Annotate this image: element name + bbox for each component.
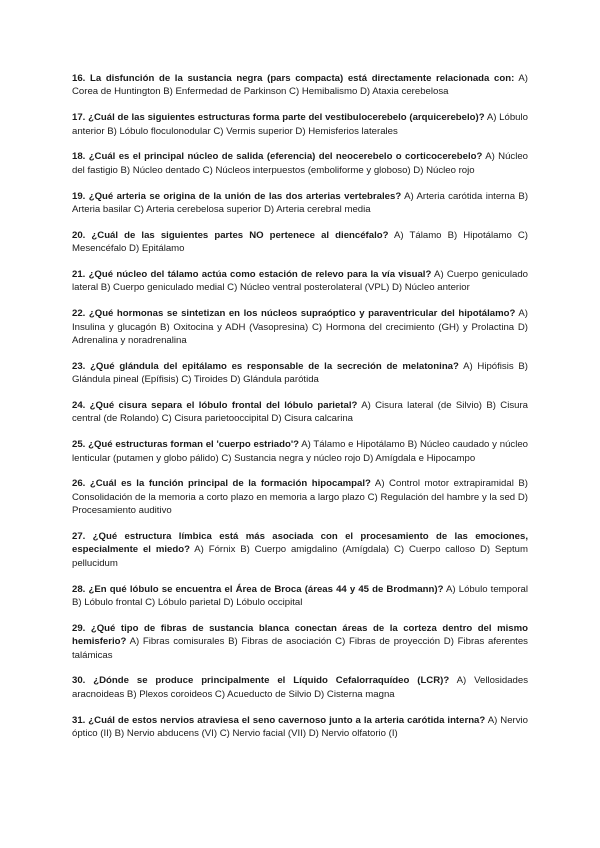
question-stem: 17. ¿Cuál de las siguientes estructuras forma parte del vestibulocerebelo (arquicerebelo)? [72, 112, 485, 124]
question-stem: 29. ¿Qué tipo de fibras de sustancia blanca conectan áreas de la corteza dentro del mismo hemisferio? [72, 622, 528, 648]
question-stem: 25. ¿Qué estructuras forman el 'cuerpo estriado'? [72, 439, 299, 451]
question-27 [72, 530, 528, 570]
question-options: A) Núcleo del fastigio B) Núcleo dentado C) Núcleos interpuestos (emboliforme y globoso) D) Núcleo rojo [72, 151, 529, 176]
question-stem: 22. ¿Qué hormonas se sintetizan en los núcleos supraóptico y paraventricular del hipotálamo? [72, 308, 516, 320]
question-options: A) Cisura lateral (de Silvio) B) Cisura central (de Rolando) C) Cisura parietooccipital D) Cisura calcarina [72, 400, 528, 425]
question-stem: 27. ¿Qué estructura límbica está más asociada con el procesamiento de las emociones, especialmente el miedo? [72, 531, 528, 556]
question-options: A) Vellosidades aracnoideas B) Plexos coroideos C) Acueducto de Silvio D) Cisterna magna [72, 675, 528, 700]
question-23 [72, 360, 528, 387]
question-stem: 24. ¿Qué cisura separa el lóbulo frontal del lóbulo parietal? [72, 400, 358, 412]
question-16 [72, 72, 528, 99]
question-29 [72, 622, 528, 662]
question-options: A) Control motor extrapiramidal B) Consolidación de la memoria a corto plazo en memoria a largo plazo C) Regulación del hambre y la sed D) Procesamiento auditivo [72, 478, 528, 517]
question-options: A) Cuerpo geniculado lateral B) Cuerpo geniculado medial C) Núcleo ventral posterolateral (VPL) D) Núcleo anterior [72, 269, 528, 294]
question-stem: 21. ¿Qué núcleo del tálamo actúa como estación de relevo para la vía visual? [72, 269, 432, 281]
question-options: A) Tálamo e Hipotálamo B) Núcleo caudado y núcleo lenticular (putamen y globo pálido) C) Sustancia negra y núcleo rojo D) Amígdala e Hipocampo [72, 439, 528, 464]
question-stem: 19. ¿Qué arteria se origina de la unión de las dos arterias vertebrales? [72, 190, 402, 202]
question-stem: 16. La disfunción de la sustancia negra (pars compacta) está directamente relacionada con: [72, 73, 515, 84]
question-24 [72, 399, 528, 426]
question-19 [72, 190, 528, 217]
question-stem: 23. ¿Qué glándula del epitálamo es responsable de la secreción de melatonina? [72, 360, 459, 372]
question-stem: 20. ¿Cuál de las siguientes partes NO pertenece al diencéfalo? [72, 229, 389, 241]
question-stem: 31. ¿Cuál de estos nervios atraviesa el seno cavernoso junto a la arteria carótida interna? [72, 714, 486, 726]
question-options: A) Tálamo B) Hipotálamo C) Mesencéfalo D) Epitálamo [72, 229, 528, 255]
question-options: A) Insulina y glucagón B) Oxitocina y ADH (Vasopresina) C) Hormona del crecimiento (GH) y Prolactina D) Adrenalina y noradrenalina [72, 308, 528, 347]
question-options: A) Fibras comisurales B) Fibras de asociación C) Fibras de proyección D) Fibras aferentes talámicas [72, 636, 528, 661]
question-stem: 26. ¿Cuál es la función principal de la formación hipocampal? [72, 478, 371, 490]
question-21 [72, 268, 528, 295]
question-17 [72, 111, 528, 138]
question-22 [72, 307, 528, 347]
question-stem: 28. ¿En qué lóbulo se encuentra el Área de Broca (áreas 44 y 45 de Brodmann)? [72, 583, 444, 595]
question-30 [72, 674, 528, 701]
question-options: A) Hipófisis B) Glándula pineal (Epífisis) C) Tiroides D) Glándula parótida [72, 360, 528, 386]
question-26 [72, 477, 528, 517]
question-options: A) Corea de Huntington B) Enfermedad de Parkinson C) Hemibalismo D) Ataxia cerebelosa [72, 73, 528, 98]
question-options: A) Lóbulo temporal B) Lóbulo frontal C) Lóbulo parietal D) Lóbulo occipital [72, 583, 528, 609]
question-18 [72, 150, 528, 177]
question-31 [72, 714, 528, 741]
question-20 [72, 229, 528, 256]
document-page [72, 72, 528, 753]
question-options: A) Arteria carótida interna B) Arteria basilar C) Arteria cerebelosa superior D) Arteria cerebral media [72, 190, 529, 216]
question-options: A) Fórnix B) Cuerpo amigdalino (Amígdala) C) Cuerpo calloso D) Septum pellucidum [72, 544, 528, 569]
question-stem: 30. ¿Dónde se produce principalmente el Líquido Cefalorraquídeo (LCR)? [72, 675, 450, 687]
question-stem: 18. ¿Cuál es el principal núcleo de salida (eferencia) del neocerebelo o corticocerebelo? [72, 151, 483, 163]
question-options: A) Lóbulo anterior B) Lóbulo floculonodular C) Vermis superior D) Hemisferios laterales [72, 112, 528, 137]
question-28 [72, 583, 528, 610]
question-25 [72, 438, 528, 465]
question-options: A) Nervio óptico (II) B) Nervio abducens (VI) C) Nervio facial (VII) D) Nervio olfatorio (I) [72, 714, 528, 740]
